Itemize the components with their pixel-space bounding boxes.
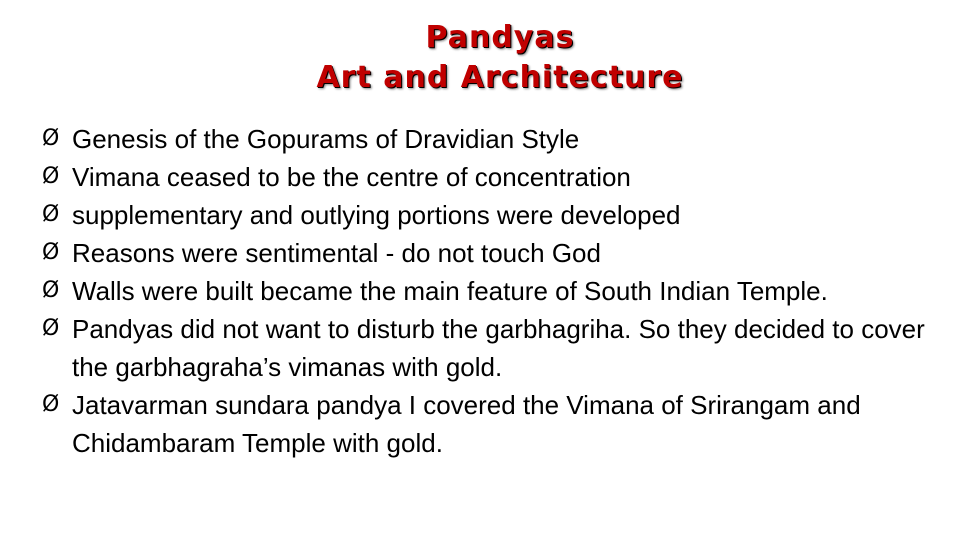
arrow-bullet-icon: Ø [42, 278, 60, 303]
arrow-bullet-icon: Ø [42, 316, 60, 341]
arrow-bullet-icon: Ø [42, 202, 60, 227]
bullet-item [42, 234, 932, 272]
bullet-text: Reasons were sentimental - do not touch God [72, 238, 601, 268]
arrow-bullet-icon: Ø [42, 392, 60, 417]
bullet-text: Walls were built became the main feature of South Indian Temple. [72, 276, 828, 306]
bullet-text: Vimana ceased to be the centre of concentration [72, 162, 631, 192]
bullet-item [42, 120, 932, 158]
bullet-text: Pandyas did not want to disturb the garbhagriha. So they decided to cover the garbhagraha’s vimanas with gold. [72, 314, 925, 382]
arrow-bullet-icon: Ø [42, 126, 60, 151]
title-line-1: Pandyas [425, 20, 575, 55]
bullet-item [42, 196, 932, 234]
bullet-item [42, 386, 932, 462]
bullet-text: Genesis of the Gopurams of Dravidian Style [72, 124, 580, 154]
arrow-bullet-icon: Ø [42, 240, 60, 265]
slide-title [0, 18, 960, 98]
arrow-bullet-icon: Ø [42, 164, 60, 189]
bullet-list [42, 120, 932, 462]
bullet-item [42, 272, 932, 310]
bullet-item [42, 158, 932, 196]
bullet-text: Jatavarman sundara pandya I covered the Vimana of Srirangam and Chidambaram Temple with gold. [72, 390, 861, 458]
bullet-item [42, 310, 932, 386]
bullet-text: supplementary and outlying portions were developed [72, 200, 681, 230]
title-line-2: Art and Architecture [316, 60, 684, 95]
